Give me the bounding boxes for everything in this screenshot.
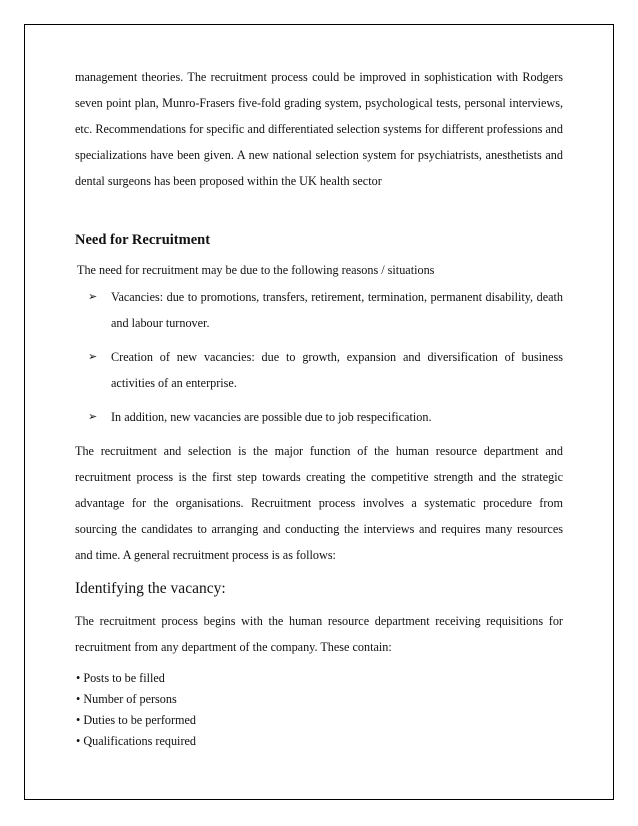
vacancy-paragraph: The recruitment process begins with the human resource department receiving requisitions for recruitment from any department of the company. These contain: <box>75 614 563 654</box>
list-item: • Number of persons <box>76 692 177 706</box>
identifying-vacancy-heading: Identifying the vacancy: <box>75 580 226 597</box>
list-item <box>75 344 563 396</box>
bullet-text: Vacancies: due to promotions, transfers, retirement, termination, permanent disability, death and labour turnover. <box>111 290 563 330</box>
arrow-bullet-icon: ➢ <box>88 290 98 303</box>
bullet-text: Creation of new vacancies: due to growth, expansion and diversification of business activities of an enterprise. <box>111 350 563 390</box>
document-body <box>75 64 563 752</box>
recruitment-paragraph: The recruitment and selection is the major function of the human resource department and recruitment process is the first step towards creating the competitive strength and the strategic advantage for the organisations. Recruitment process involves a systematic procedure from sourcing the candidates to arranging and conducting the interviews and requires many resources and time. A general recruitment process is as follows: <box>75 444 563 562</box>
need-lead-text: The need for recruitment may be due to the following reasons / situations <box>77 263 435 277</box>
list-item: • Duties to be performed <box>76 713 197 727</box>
list-item: • Qualifications required <box>76 734 197 748</box>
arrow-bullet-icon: ➢ <box>88 410 98 423</box>
need-for-recruitment-heading: Need for Recruitment <box>75 232 211 248</box>
bullet-text: In addition, new vacancies are possible due to job respecification. <box>111 410 432 424</box>
requisition-contents-list <box>75 668 563 752</box>
arrow-bullet-icon: ➢ <box>88 350 98 363</box>
list-item <box>75 284 563 336</box>
need-reasons-list <box>75 284 563 430</box>
list-item: • Posts to be filled <box>76 671 165 685</box>
list-item <box>75 404 563 430</box>
intro-paragraph: management theories. The recruitment process could be improved in sophistication with Rodgers seven point plan, Munro-Frasers five-fold grading system, psychological tests, personal interviews, etc. Recommendations for specific and differentiated selection systems for different professions and specializations have been given. A new national selection system for psychiatrists, anesthetists and dental surgeons has been proposed within the UK health sector <box>75 70 563 188</box>
